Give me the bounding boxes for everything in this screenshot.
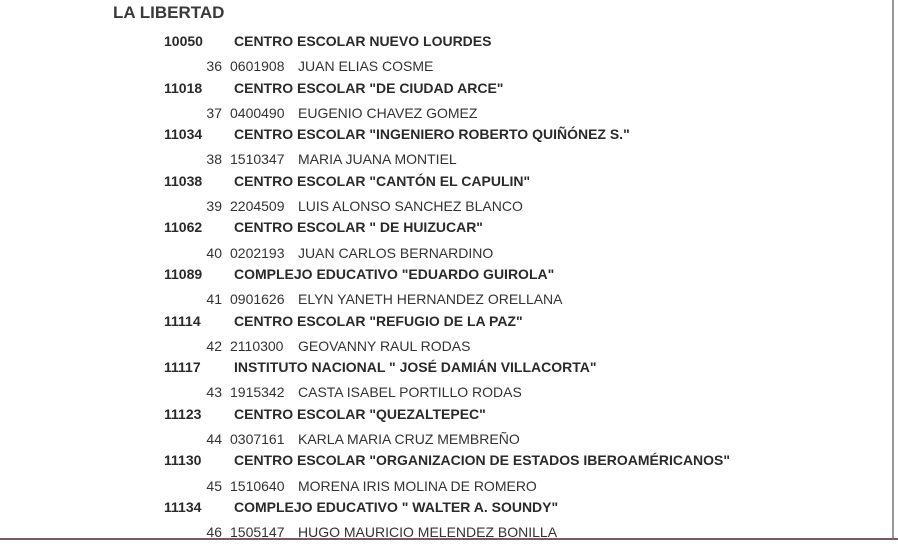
school-name: CENTRO ESCOLAR "INGENIERO ROBERTO QUIÑÓNEZ S." <box>234 126 630 143</box>
school-code: 11018 <box>164 79 203 96</box>
person-name: JUAN CARLOS BERNARDINO <box>298 244 494 261</box>
person-number: 45 <box>206 477 222 494</box>
school-list <box>0 31 890 544</box>
school-code: 11117 <box>164 359 201 376</box>
person-name: MORENA IRIS MOLINA DE ROMERO <box>298 477 537 494</box>
person-row <box>0 54 890 77</box>
school-name: INSTITUTO NACIONAL " JOSÉ DAMIÁN VILLACORTA" <box>234 359 597 376</box>
person-row <box>0 194 890 217</box>
person-number: 44 <box>206 431 222 448</box>
school-code: 11038 <box>164 172 203 189</box>
person-id: 1510347 <box>230 151 285 168</box>
school-name: CENTRO ESCOLAR "REFUGIO DE LA PAZ" <box>234 312 523 329</box>
person-id: 0601908 <box>230 58 285 75</box>
person-number: 37 <box>206 104 222 121</box>
person-name: LUIS ALONSO SANCHEZ BLANCO <box>298 198 523 215</box>
person-row <box>0 520 890 543</box>
person-id: 0400490 <box>230 104 285 121</box>
person-number: 41 <box>206 291 222 308</box>
person-row <box>0 427 890 450</box>
department-title: LA LIBERTAD <box>113 3 225 22</box>
school-name: COMPLEJO EDUCATIVO " WALTER A. SOUNDY" <box>234 498 559 515</box>
school-code: 11062 <box>164 219 203 236</box>
person-id: 0307161 <box>230 431 285 448</box>
person-id: 1915342 <box>230 384 285 401</box>
person-row <box>0 101 890 124</box>
school-name: CENTRO ESCOLAR "QUEZALTEPEC" <box>234 405 486 422</box>
page-edge-rule <box>892 0 894 540</box>
person-id: 1510640 <box>230 477 285 494</box>
person-row <box>0 287 890 310</box>
person-row <box>0 334 890 357</box>
person-id: 2204509 <box>230 198 285 215</box>
person-name: JUAN ELIAS COSME <box>298 58 434 75</box>
school-row <box>0 124 890 147</box>
school-row <box>0 171 890 194</box>
person-number: 46 <box>206 524 222 541</box>
school-name: CENTRO ESCOLAR "ORGANIZACION DE ESTADOS IBEROAMÉRICANOS" <box>234 452 731 469</box>
school-name: CENTRO ESCOLAR "DE CIUDAD ARCE" <box>234 79 504 96</box>
school-row <box>0 357 890 380</box>
person-number: 36 <box>206 58 222 75</box>
person-number: 43 <box>206 384 222 401</box>
person-name: KARLA MARIA CRUZ MEMBREÑO <box>298 431 520 448</box>
school-name: CENTRO ESCOLAR "CANTÓN EL CAPULIN" <box>234 172 531 189</box>
school-row <box>0 264 890 287</box>
school-code: 11130 <box>164 452 202 469</box>
person-id: 0901626 <box>230 291 285 308</box>
person-number: 42 <box>206 337 222 354</box>
person-row <box>0 474 890 497</box>
person-name: CASTA ISABEL PORTILLO RODAS <box>298 384 522 401</box>
person-number: 39 <box>206 198 222 215</box>
person-id: 1505147 <box>230 524 285 541</box>
school-code: 11134 <box>164 498 202 515</box>
school-row <box>0 450 890 473</box>
person-name: MARIA JUANA MONTIEL <box>298 151 457 168</box>
school-code: 11089 <box>164 265 203 282</box>
person-name: ELYN YANETH HERNANDEZ ORELLANA <box>298 291 563 308</box>
person-number: 40 <box>206 244 222 261</box>
person-row <box>0 380 890 403</box>
person-id: 0202193 <box>230 244 285 261</box>
school-name: CENTRO ESCOLAR " DE HUIZUCAR" <box>234 219 483 236</box>
person-name: GEOVANNY RAUL RODAS <box>298 337 471 354</box>
person-row <box>0 241 890 264</box>
person-id: 2110300 <box>230 337 284 354</box>
school-row <box>0 404 890 427</box>
school-row <box>0 311 890 334</box>
person-name: EUGENIO CHAVEZ GOMEZ <box>298 104 478 121</box>
school-code: 11123 <box>164 405 202 422</box>
school-name: COMPLEJO EDUCATIVO "EDUARDO GUIROLA" <box>234 265 555 282</box>
school-name: CENTRO ESCOLAR NUEVO LOURDES <box>234 33 492 49</box>
school-row <box>0 217 890 240</box>
school-code: 11034 <box>164 126 203 143</box>
school-row <box>0 31 890 54</box>
person-row <box>0 147 890 170</box>
school-code: 11114 <box>164 312 201 329</box>
person-name: HUGO MAURICIO MELENDEZ BONILLA <box>298 524 558 541</box>
school-code: 10050 <box>164 33 203 49</box>
school-row <box>0 78 890 101</box>
school-row <box>0 497 890 520</box>
person-number: 38 <box>206 151 222 168</box>
